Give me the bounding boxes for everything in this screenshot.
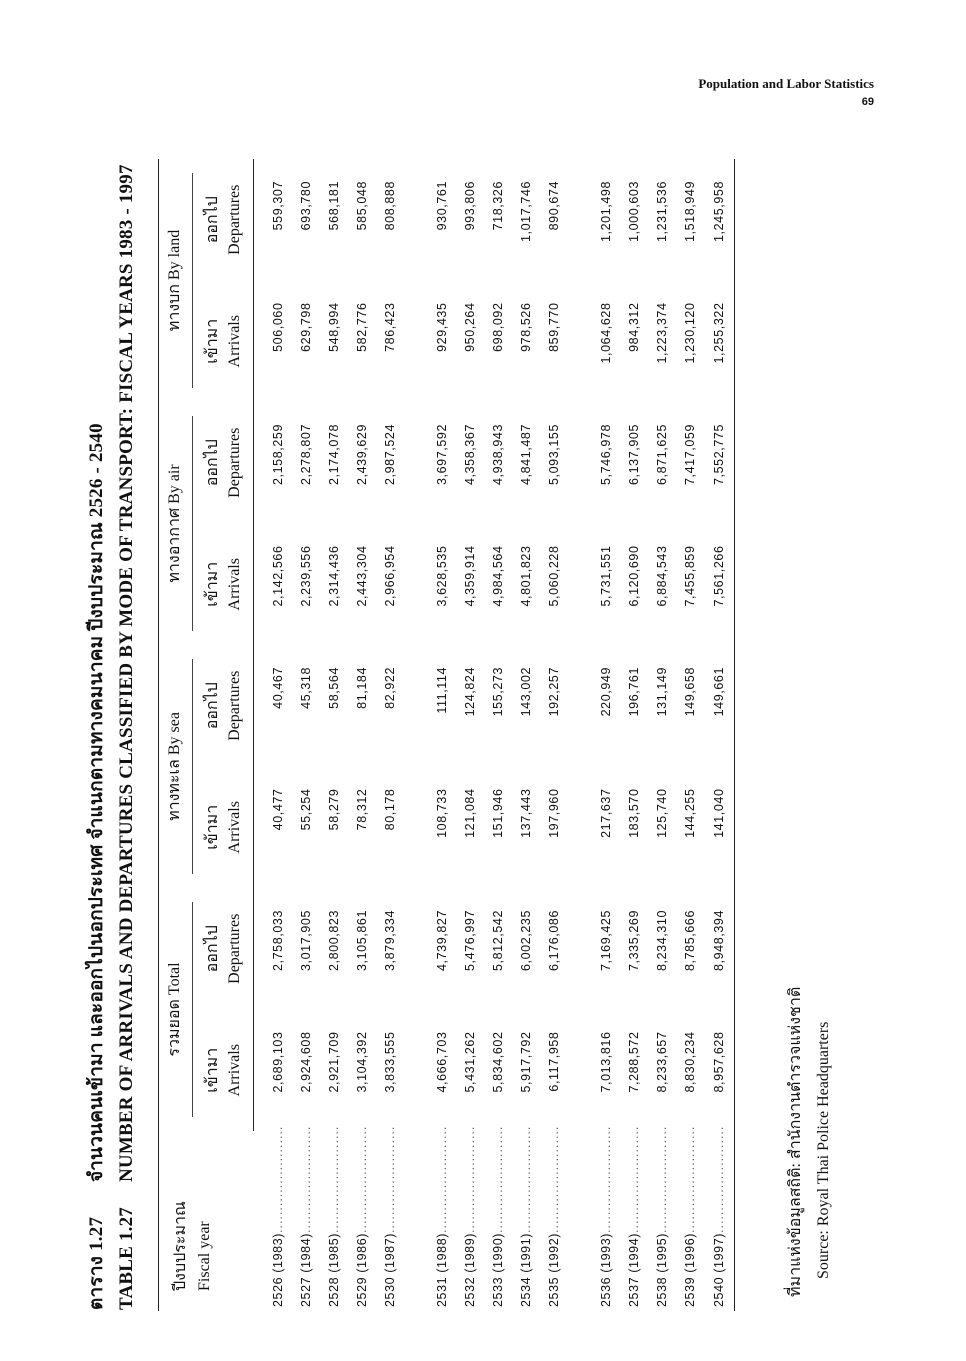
value-cell: 859,770 [547,302,561,352]
value-cell: 197,960 [547,788,561,838]
value-cell: 217,637 [599,788,613,838]
value-cell: 7,288,572 [627,1031,641,1093]
source-english: Source: Royal Thai Police Headquarters [815,1021,832,1279]
value-cell: 4,801,823 [519,545,533,607]
fiscal-year-cell: 2533 (1990)........................ [491,1125,505,1307]
value-cell: 3,833,555 [383,1031,397,1093]
value-cell: 5,746,978 [599,423,613,485]
fiscal-year-header-thai: ปีงบประมาณ [172,1201,189,1291]
value-cell: 4,666,703 [435,1031,449,1093]
value-cell: 155,273 [491,666,505,717]
value-cell: 1,017,746 [519,180,533,242]
value-cell: 7,552,775 [704,402,735,524]
value-cell: 2,800,823 [327,910,341,972]
value-cell: 2,921,709 [327,1031,341,1093]
fiscal-year-cell: 2532 (1989)........................ [463,1125,477,1307]
value-cell: 58,564 [327,666,341,709]
rotated-table-container [80,145,850,1315]
value-cell: 40,477 [271,788,285,831]
table-row [428,159,456,1311]
table-row [348,159,376,1311]
title-english [112,150,142,1310]
value-cell: 6,120,690 [627,545,641,607]
page-header [698,74,874,112]
table-row [512,159,540,1311]
value-cell: 5,060,228 [547,545,561,607]
value-cell: 1,064,628 [599,302,613,364]
value-cell: 1,255,322 [704,280,735,402]
fiscal-year-cell: 2537 (1994)........................ [627,1125,641,1307]
value-cell: 950,264 [463,302,477,352]
value-cell: 8,957,628 [704,1010,735,1132]
title-english-text: NUMBER OF ARRIVALS AND DEPARTURES CLASSIFIED BY MODE OF TRANSPORT: FISCAL YEARS 1983 - 1997 [116,164,137,1182]
value-cell: 2,314,436 [327,545,341,607]
value-cell: 58,279 [327,788,341,831]
value-cell: 125,740 [655,788,669,838]
value-cell: 993,806 [463,180,477,231]
value-cell: 5,476,997 [463,910,477,972]
value-cell: 131,149 [655,666,669,717]
table-row [648,159,676,1311]
fiscal-year-header [159,1131,254,1311]
value-cell: 3,628,535 [435,545,449,607]
value-cell: 6,117,958 [547,1031,561,1092]
table-body [254,159,735,1311]
value-cell: 124,824 [463,666,477,717]
value-cell: 5,093,155 [547,423,561,485]
fiscal-year-cell: 2527 (1984)........................ [299,1125,313,1307]
page-number: 69 [861,96,874,108]
source-thai: ที่มาแห่งข้อมูลสถิติ: สำนักงานตำรวจแห่งชาติ [787,986,804,1297]
fiscal-year-cell: 2529 (1986)........................ [355,1125,369,1307]
value-cell: 81,184 [355,666,369,709]
value-cell: 2,443,304 [355,545,369,607]
value-cell: 2,689,103 [271,1031,285,1093]
value-cell: 5,917,792 [519,1031,533,1093]
value-cell: 4,938,943 [491,423,505,485]
value-cell: 559,307 [271,180,285,231]
table-title [82,150,142,1310]
value-cell: 978,526 [519,302,533,352]
value-cell: 786,423 [383,302,397,352]
value-cell: 3,697,592 [435,423,449,485]
value-cell: 45,318 [299,666,313,709]
value-cell: 1,518,949 [683,180,697,242]
departures-header: ออกไป Departures [195,645,254,767]
fiscal-year-cell: 2528 (1985)........................ [327,1125,341,1307]
value-cell: 6,884,543 [655,545,669,607]
value-cell: 2,758,033 [271,910,285,972]
table-row [484,159,512,1311]
fiscal-year-cell: 2531 (1988)........................ [435,1125,449,1307]
fiscal-year-cell: 2539 (1996)........................ [683,1125,697,1307]
value-cell: 2,174,078 [327,423,341,485]
table-row [292,159,320,1311]
value-cell: 6,137,905 [627,423,641,485]
value-cell: 2,142,566 [271,545,285,607]
value-cell: 78,312 [355,788,369,831]
value-cell: 7,417,059 [683,423,697,485]
value-cell: 548,994 [327,302,341,352]
table-row [376,159,404,1311]
value-cell: 1,230,120 [683,302,697,364]
group-spacer [568,159,592,1311]
value-cell: 693,780 [299,180,313,231]
title-thai-label: ตาราง 1.27 [86,1216,107,1310]
value-cell: 2,439,629 [355,423,369,485]
value-cell: 718,326 [491,180,505,231]
value-cell: 2,924,608 [299,1031,313,1093]
value-cell: 698,092 [491,302,505,352]
arrivals-header: เข้ามา Arrivals [195,1010,254,1132]
value-cell: 5,834,602 [491,1031,505,1093]
value-cell: 1,245,958 [704,159,735,281]
value-cell: 3,105,861 [355,910,369,972]
group-header-total: รวมยอด Total [159,888,196,1131]
fiscal-year-cell: 2535 (1992)........................ [547,1125,561,1307]
value-cell: 6,871,625 [655,423,669,485]
value-cell: 4,359,914 [463,545,477,607]
value-cell: 1,000,603 [627,180,641,242]
departures-header: ออกไป Departures [195,402,254,524]
value-cell: 183,570 [627,788,641,838]
value-cell: 8,785,666 [683,910,697,972]
fiscal-year-cell: 2526 (1983)........................ [270,1125,285,1307]
value-cell: 930,761 [435,180,449,231]
value-cell: 1,223,374 [655,302,669,364]
table-row [320,159,348,1311]
value-cell: 582,776 [355,302,369,352]
value-cell: 5,431,262 [463,1031,477,1093]
value-cell: 144,255 [683,788,697,838]
value-cell: 192,257 [547,666,561,717]
departures-header: ออกไป Departures [195,159,254,281]
value-cell: 890,674 [547,180,561,231]
arrivals-header: เข้ามา Arrivals [195,280,254,402]
title-thai [82,150,112,1310]
value-cell: 4,984,564 [491,545,505,607]
value-cell: 8,830,234 [683,1031,697,1093]
value-cell: 2,239,556 [299,545,313,607]
value-cell: 506,060 [271,302,285,352]
section-title: Population and Labor Statistics [698,76,874,91]
value-cell: 7,169,425 [599,910,613,972]
value-cell: 4,358,367 [463,423,477,485]
value-cell: 5,812,542 [491,910,505,972]
value-cell: 149,661 [704,645,735,767]
value-cell: 4,739,827 [435,910,449,972]
value-cell: 568,181 [327,180,341,231]
fiscal-year-cell: 2530 (1987)........................ [383,1125,397,1307]
value-cell: 5,731,551 [599,545,613,607]
value-cell: 80,178 [383,788,397,831]
value-cell: 984,312 [627,302,641,352]
value-cell: 7,455,859 [683,545,697,607]
value-cell: 3,879,334 [383,910,397,972]
table-row [704,159,735,1311]
value-cell: 8,234,310 [655,910,669,972]
value-cell: 1,231,536 [655,180,669,242]
source-note [782,987,838,1297]
table-row [254,159,293,1311]
value-cell: 220,949 [599,666,613,717]
value-cell: 40,467 [271,666,285,709]
table-row [592,159,620,1311]
value-cell: 111,114 [435,666,449,714]
value-cell: 4,841,487 [519,423,533,485]
value-cell: 3,104,392 [355,1031,369,1093]
value-cell: 629,798 [299,302,313,352]
fiscal-year-header-english: Fiscal year [196,1221,213,1291]
value-cell: 108,733 [435,788,449,838]
title-english-label: TABLE 1.27 [116,1206,137,1310]
fiscal-year-cell: 2540 (1997)........................ [704,1131,735,1311]
group-header-air: ทางอากาศ By air [159,402,196,645]
value-cell: 2,987,524 [383,423,397,485]
title-thai-text: จำนวนคนเข้ามา และออกไปนอกประเทศ จำแนกตามทางคมนาคม ปีงบประมาณ 2526 - 2540 [86,423,107,1182]
value-cell: 121,084 [463,788,477,838]
value-cell: 196,761 [627,666,641,717]
fiscal-year-cell: 2538 (1995)........................ [655,1125,669,1307]
arrivals-header: เข้ามา Arrivals [195,523,254,645]
value-cell: 137,443 [519,788,533,838]
group-header-sea: ทางทะเล By sea [159,645,196,888]
value-cell: 585,048 [355,180,369,231]
value-cell: 3,017,905 [299,910,313,972]
group-header-land: ทางบก By land [159,159,196,402]
table-row [456,159,484,1311]
value-cell: 2,158,259 [271,423,285,485]
table-row [676,159,704,1311]
value-cell: 1,201,498 [599,180,613,242]
value-cell: 141,040 [704,767,735,889]
value-cell: 149,658 [683,666,697,717]
departures-header: ออกไป Departures [195,888,254,1010]
value-cell: 7,013,816 [599,1031,613,1093]
table-row [620,159,648,1311]
value-cell: 2,278,807 [299,423,313,485]
value-cell: 7,561,266 [704,523,735,645]
value-cell: 6,176,086 [547,910,561,972]
value-cell: 8,948,394 [704,888,735,1010]
value-cell: 929,435 [435,302,449,352]
value-cell: 8,233,657 [655,1031,669,1093]
value-cell: 2,966,954 [383,545,397,607]
fiscal-year-cell: 2536 (1993)........................ [599,1125,613,1307]
value-cell: 6,002,235 [519,910,533,972]
arrivals-header: เข้ามา Arrivals [195,767,254,889]
group-spacer [404,159,428,1311]
value-cell: 7,335,269 [627,910,641,972]
value-cell: 82,922 [383,666,397,709]
value-cell: 143,002 [519,666,533,717]
table-row [540,159,568,1311]
fiscal-year-cell: 2534 (1991)........................ [519,1125,533,1307]
value-cell: 808,888 [383,180,397,231]
value-cell: 55,254 [299,788,313,831]
value-cell: 151,946 [491,788,505,838]
data-table [158,159,735,1311]
